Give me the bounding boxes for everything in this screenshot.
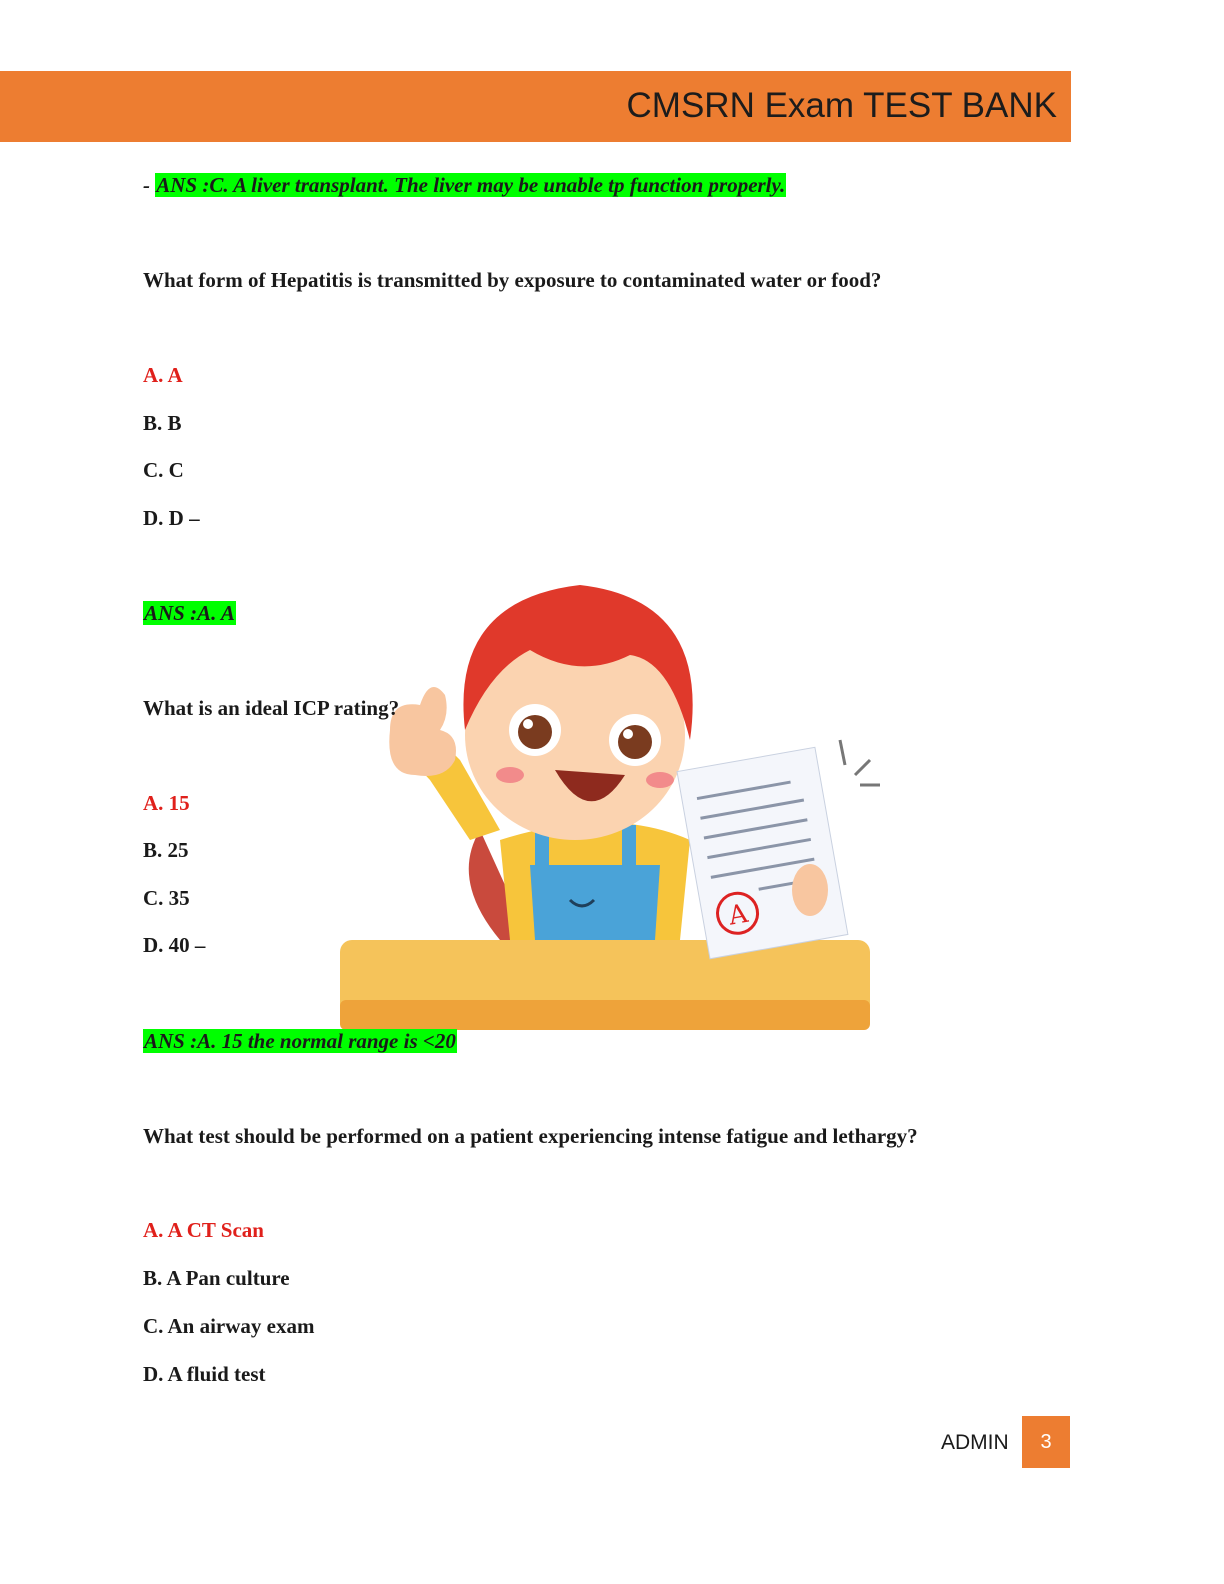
desk-edge bbox=[340, 1000, 870, 1030]
q1-option-b: B. B bbox=[143, 411, 182, 435]
hand-right bbox=[792, 864, 828, 916]
page-number: 3 bbox=[1022, 1416, 1070, 1468]
kid-with-graded-paper-illustration bbox=[330, 580, 890, 1040]
eye-shine-right bbox=[623, 729, 633, 739]
q3-option-d: D. A fluid test bbox=[143, 1362, 266, 1386]
q1-option-c: C. C bbox=[143, 458, 184, 482]
q2-answer-text: ANS :A. 15 the normal range is <20 bbox=[144, 1029, 456, 1053]
header-band bbox=[0, 71, 1071, 142]
q1-option-d: D. D – bbox=[143, 506, 200, 530]
footer-label: ADMIN bbox=[941, 1431, 1009, 1454]
q3-option-a: A. A CT Scan bbox=[143, 1218, 264, 1242]
question-3: What test should be performed on a patient experiencing intense fatigue and lethargy? bbox=[143, 1124, 918, 1148]
document-title: CMSRN Exam TEST BANK bbox=[626, 86, 1057, 125]
q3-option-c: C. An airway exam bbox=[143, 1314, 315, 1338]
grade-mark: A bbox=[726, 898, 751, 932]
q2-option-a: A. 15 bbox=[143, 791, 190, 815]
overalls bbox=[530, 865, 660, 940]
q1-option-a: A. A bbox=[143, 363, 183, 387]
paper-sheet bbox=[677, 747, 848, 958]
graded-paper bbox=[677, 747, 848, 958]
sparkle-line bbox=[840, 740, 845, 765]
pupil-left bbox=[518, 715, 552, 749]
q3-option-b: B. A Pan culture bbox=[143, 1266, 290, 1290]
sparkle-line bbox=[855, 760, 870, 775]
cheek-left bbox=[496, 767, 524, 783]
q2-option-c: C. 35 bbox=[143, 886, 190, 910]
answer-dash: - bbox=[143, 173, 156, 197]
q1-answer bbox=[143, 600, 236, 626]
q2-option-b: B. 25 bbox=[143, 838, 189, 862]
cheek-right bbox=[646, 772, 674, 788]
question-1: What form of Hepatitis is transmitted by exposure to contaminated water or food? bbox=[143, 268, 882, 292]
question-2: What is an ideal ICP rating? bbox=[143, 696, 400, 720]
previous-answer bbox=[143, 172, 786, 198]
q2-answer bbox=[143, 1028, 457, 1054]
pupil-right bbox=[618, 725, 652, 759]
eye-shine-left bbox=[523, 719, 533, 729]
previous-answer-text: ANS :C. A liver transplant. The liver may be unable tp function properly. bbox=[156, 173, 786, 197]
overall-strap-right bbox=[622, 825, 636, 885]
q1-answer-text: ANS :A. A bbox=[144, 601, 235, 625]
thumbs-up-hand bbox=[389, 687, 456, 776]
q2-option-d: D. 40 – bbox=[143, 933, 206, 957]
